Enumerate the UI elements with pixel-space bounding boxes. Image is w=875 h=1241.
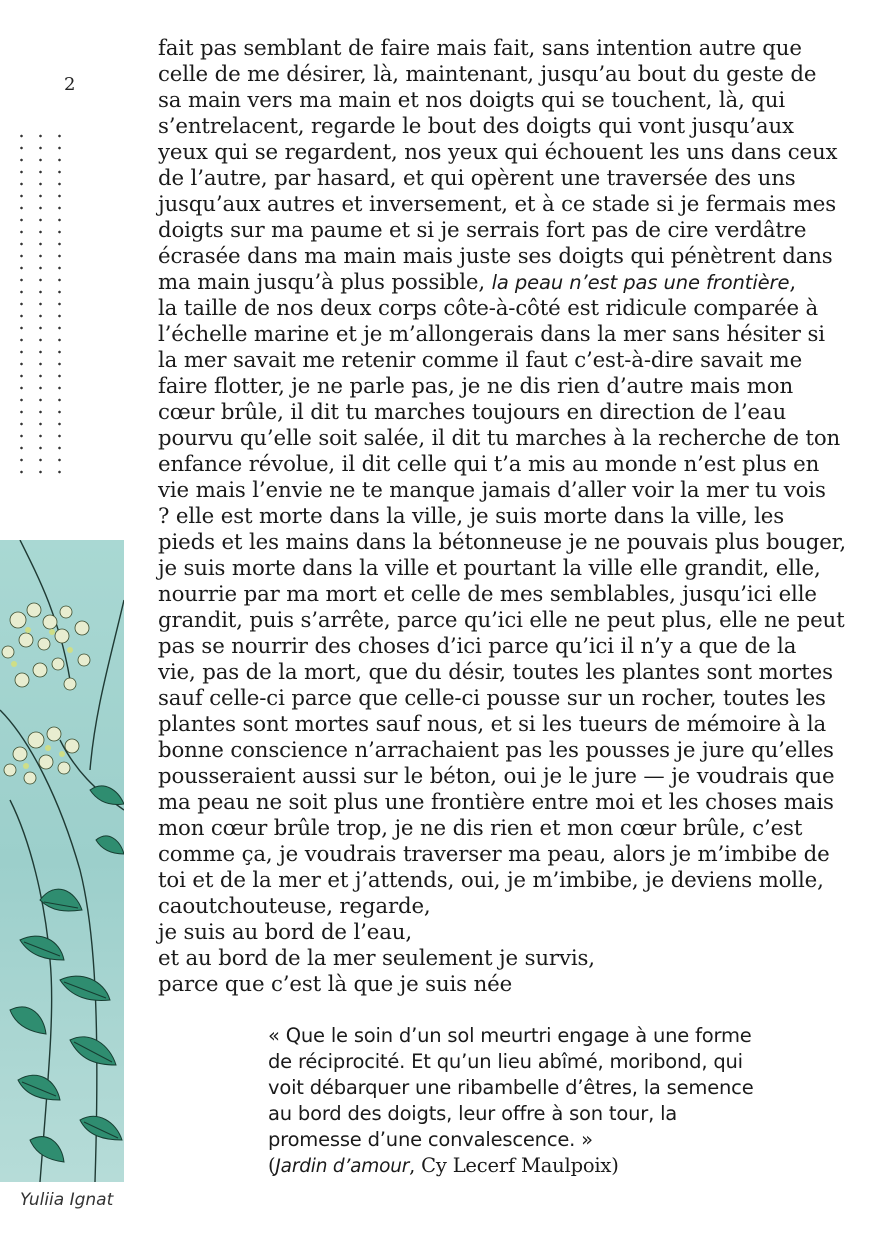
body-line (158, 218, 848, 244)
body-line (158, 738, 848, 764)
body-line-text: caoutchouteuse, regarde, (158, 894, 431, 919)
body-line (158, 660, 848, 686)
body-line-text: pieds et les mains dans la bétonneuse je ne pouvais plus bouger, (158, 530, 846, 555)
body-line (158, 62, 848, 88)
body-line (158, 868, 848, 894)
body-line-text: mon cœur brûle trop, je ne dis rien et mon cœur brûle, c’est (158, 816, 803, 841)
body-line-text: plantes sont mortes sauf nous, et si les tueurs de mémoire à la (158, 712, 827, 737)
wild-fennel-drawing (0, 540, 124, 1182)
body-line (158, 270, 848, 296)
citation-title: Jardin d’amour (275, 1156, 410, 1177)
body-line-text: pas se nourrir des choses d’ici parce qu’ici il n’y a que de la (158, 634, 797, 659)
illustration-credit: Yuliia Ignat (20, 1190, 114, 1210)
body-line (158, 296, 848, 322)
body-line (158, 894, 848, 920)
body-line (158, 842, 848, 868)
italic-suffix: , (789, 270, 796, 295)
body-line-text: ma peau ne soit plus une frontière entre moi et les choses mais (158, 790, 834, 815)
epigraph-quote (268, 1023, 828, 1153)
body-line (158, 686, 848, 712)
body-line (158, 114, 848, 140)
citation-author: , Cy Lecerf Maulpoix) (409, 1154, 619, 1177)
body-line-text: la taille de nos deux corps côte-à-côté est ridicule comparée à (158, 296, 819, 321)
body-line (158, 790, 848, 816)
body-line (158, 140, 848, 166)
body-line (158, 88, 848, 114)
body-line-text: jusqu’aux autres et inversement, et à ce stade si je fermais mes (158, 192, 837, 217)
body-line (158, 452, 848, 478)
body-line-text: la mer savait me retenir comme il faut c’est-à-dire savait me (158, 348, 803, 373)
body-line (158, 244, 848, 270)
body-line-text: faire flotter, je ne parle pas, je ne dis rien d’autre mais mon (158, 374, 794, 399)
body-line-text: sauf celle-ci parce que celle-ci pousse sur un rocher, toutes les (158, 686, 826, 711)
body-line-text: celle de me désirer, là, maintenant, jusqu’au bout du geste de (158, 62, 817, 87)
body-line-text: pourvu qu’elle soit salée, il dit tu marches à la recherche de ton (158, 426, 841, 451)
quote-line: « Que le soin d’un sol meurtri engage à une forme (268, 1024, 752, 1047)
body-line (158, 946, 848, 972)
body-line-text: pousseraient aussi sur le béton, oui je le jure — je voudrais que (158, 764, 835, 789)
body-line-text: je suis au bord de l’eau, (158, 920, 412, 945)
body-line-text: s’entrelacent, regarde le bout des doigts qui vont jusqu’aux (158, 114, 794, 139)
body-line (158, 374, 848, 400)
body-line-text: yeux qui se regardent, nos yeux qui échouent les uns dans ceux (158, 140, 838, 165)
body-line (158, 972, 848, 998)
body-line-text: parce que c’est là que je suis née (158, 972, 513, 997)
body-line (158, 608, 848, 634)
body-line (158, 426, 848, 452)
italic-phrase: la peau n’est pas une frontière (491, 271, 790, 294)
body-line (158, 192, 848, 218)
dot-grid-ornament (12, 130, 76, 476)
body-line-text: vie, pas de la mort, que du désir, toutes les plantes sont mortes (158, 660, 833, 685)
body-line-text: fait pas semblant de faire mais fait, sans intention autre que (158, 36, 802, 61)
body-line-text: cœur brûle, il dit tu marches toujours en direction de l’eau (158, 400, 787, 425)
quote-line: voit débarquer une ribambelle d’êtres, la semence (268, 1076, 754, 1099)
quote-line: de réciprocité. Et qu’un lieu abîmé, moribond, qui (268, 1050, 743, 1073)
body-line-text: nourrie par ma mort et celle de mes semblables, jusqu’ici elle (158, 582, 817, 607)
body-line (158, 530, 848, 556)
body-line (158, 400, 848, 426)
body-line-text: grandit, puis s’arrête, parce qu’ici elle ne peut plus, elle ne peut (158, 608, 845, 633)
body-line-text: et au bord de la mer seulement je survis, (158, 946, 595, 971)
body-line-text: doigts sur ma paume et si je serrais fort pas de cire verdâtre (158, 218, 807, 243)
body-line (158, 920, 848, 946)
body-line-text: je suis morte dans la ville et pourtant la ville elle grandit, elle, (158, 556, 821, 581)
body-line (158, 582, 848, 608)
body-line-text: l’échelle marine et je m’allongerais dans la mer sans hésiter si (158, 322, 825, 347)
body-line (158, 634, 848, 660)
body-line (158, 712, 848, 738)
body-line-text: sa main vers ma main et nos doigts qui se touchent, là, qui (158, 88, 786, 113)
citation-open: ( (268, 1154, 276, 1177)
body-line (158, 556, 848, 582)
body-line (158, 36, 848, 62)
body-line-text: ma main jusqu’à plus possible, (158, 270, 492, 295)
body-line (158, 816, 848, 842)
quote-citation (268, 1153, 619, 1180)
page-number: 2 (64, 74, 76, 95)
quote-line: promesse d’une convalescence. » (268, 1128, 593, 1151)
body-line-text: enfance révolue, il dit celle qui t’a mis au monde n’est plus en (158, 452, 820, 477)
body-text (158, 36, 848, 998)
body-line (158, 504, 848, 530)
body-line (158, 764, 848, 790)
body-line (158, 166, 848, 192)
body-line-text: toi et de la mer et j’attends, oui, je m’imbibe, je deviens molle, (158, 868, 824, 893)
quote-line: au bord des doigts, leur offre à son tour, la (268, 1102, 678, 1125)
botanical-illustration (0, 540, 124, 1182)
body-line-text: vie mais l’envie ne te manque jamais d’aller voir la mer tu vois (158, 478, 826, 503)
body-line-text: écrasée dans ma main mais juste ses doigts qui pénètrent dans (158, 244, 833, 269)
body-line (158, 478, 848, 504)
body-line (158, 348, 848, 374)
body-line-text: ? elle est morte dans la ville, je suis morte dans la ville, les (158, 504, 785, 529)
body-line-text: de l’autre, par hasard, et qui opèrent une traversée des uns (158, 166, 796, 191)
body-line (158, 322, 848, 348)
body-line-text: comme ça, je voudrais traverser ma peau, alors je m’imbibe de (158, 842, 830, 867)
body-line-text: bonne conscience n’arrachaient pas les pousses je jure qu’elles (158, 738, 834, 763)
